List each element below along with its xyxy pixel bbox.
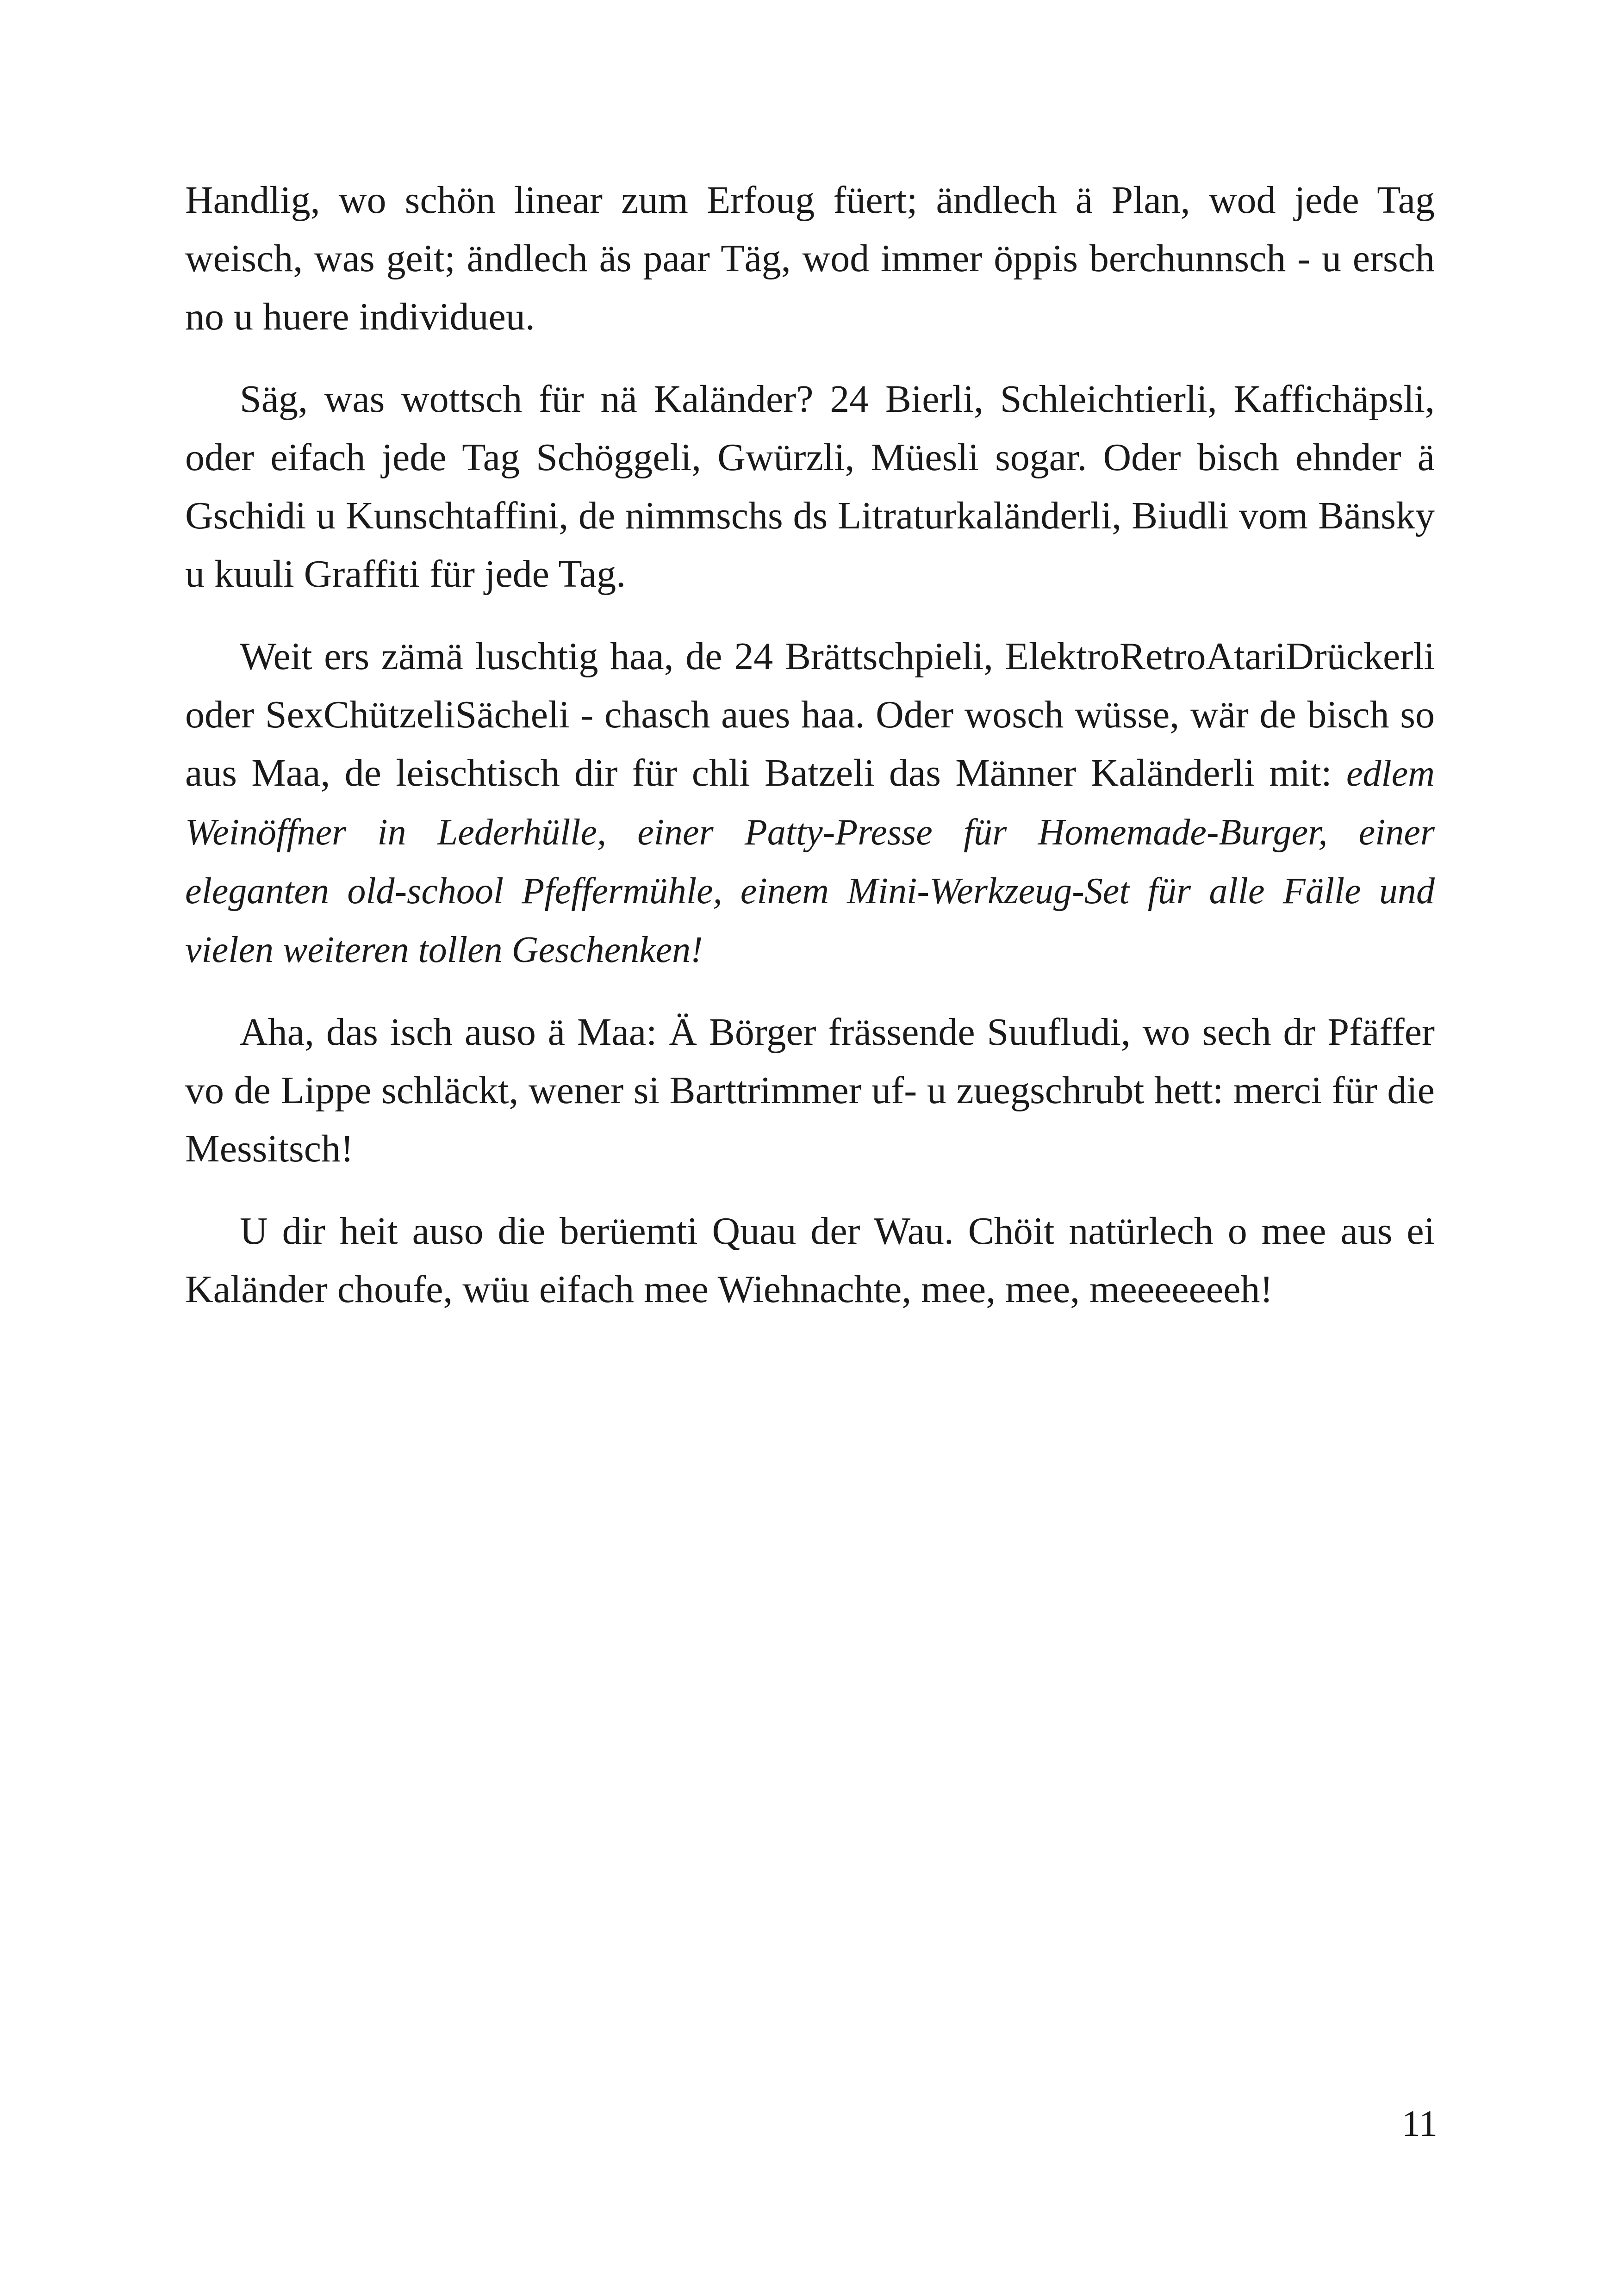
body-text xyxy=(185,171,1435,1343)
paragraph-3-italic: edlem Weinöffner in Lederhülle, einer Patty-Presse für Homemade-Burger, einer eleganten old-school Pfeffermühle, einem Mini-Werkzeug-Set für alle Fälle und vielen weiteren tollen Geschenken! xyxy=(185,753,1435,970)
paragraph-3 xyxy=(185,627,1435,979)
page-number: 11 xyxy=(1401,2104,1438,2144)
paragraph-2: Säg, was wottsch für nä Kaländer? 24 Bierli, Schleichtierli, Kaffichäpsli, oder eifach jede Tag Schöggeli, Gwürzli, Müesli sogar. Oder bisch ehnder ä Gschidi u Kunschtaffini, de nimmschs ds Litraturkaländerli, Biudli vom Bänsky u kuuli Graffiti für jede Tag. xyxy=(185,378,1435,596)
paragraph-1: Handlig, wo schön linear zum Erfoug füert; ändlech ä Plan, wod jede Tag weisch, was geit; ändlech äs paar Täg, wod immer öppis berchunnsch - u ersch no u huere individueu. xyxy=(185,179,1435,338)
paragraph-5: U dir heit auso die berüemti Quau der Wau. Chöit natürlech o mee aus ei Kaländer choufe, wüu eifach mee Wiehnachte, mee, mee, meeeeeeeh! xyxy=(185,1210,1435,1311)
paragraph-4: Aha, das isch auso ä Maa: Ä Börger frässende Suufludi, wo sech dr Pfäffer vo de Lippe schläckt, wener si Barttrimmer uf- u zuegschrubt hett: merci für die Messitsch! xyxy=(185,1011,1435,1170)
paragraph-3-text: Weit ers zämä luschtig haa, de 24 Brättschpieli, ElektroRetroAtariDrückerli oder SexChützeliSächeli - chasch aues haa. Oder wosch wüsse, wär de bisch so aus Maa, de leischtisch dir für chli Batzeli das Männer Kaländerli mit: xyxy=(185,635,1435,794)
